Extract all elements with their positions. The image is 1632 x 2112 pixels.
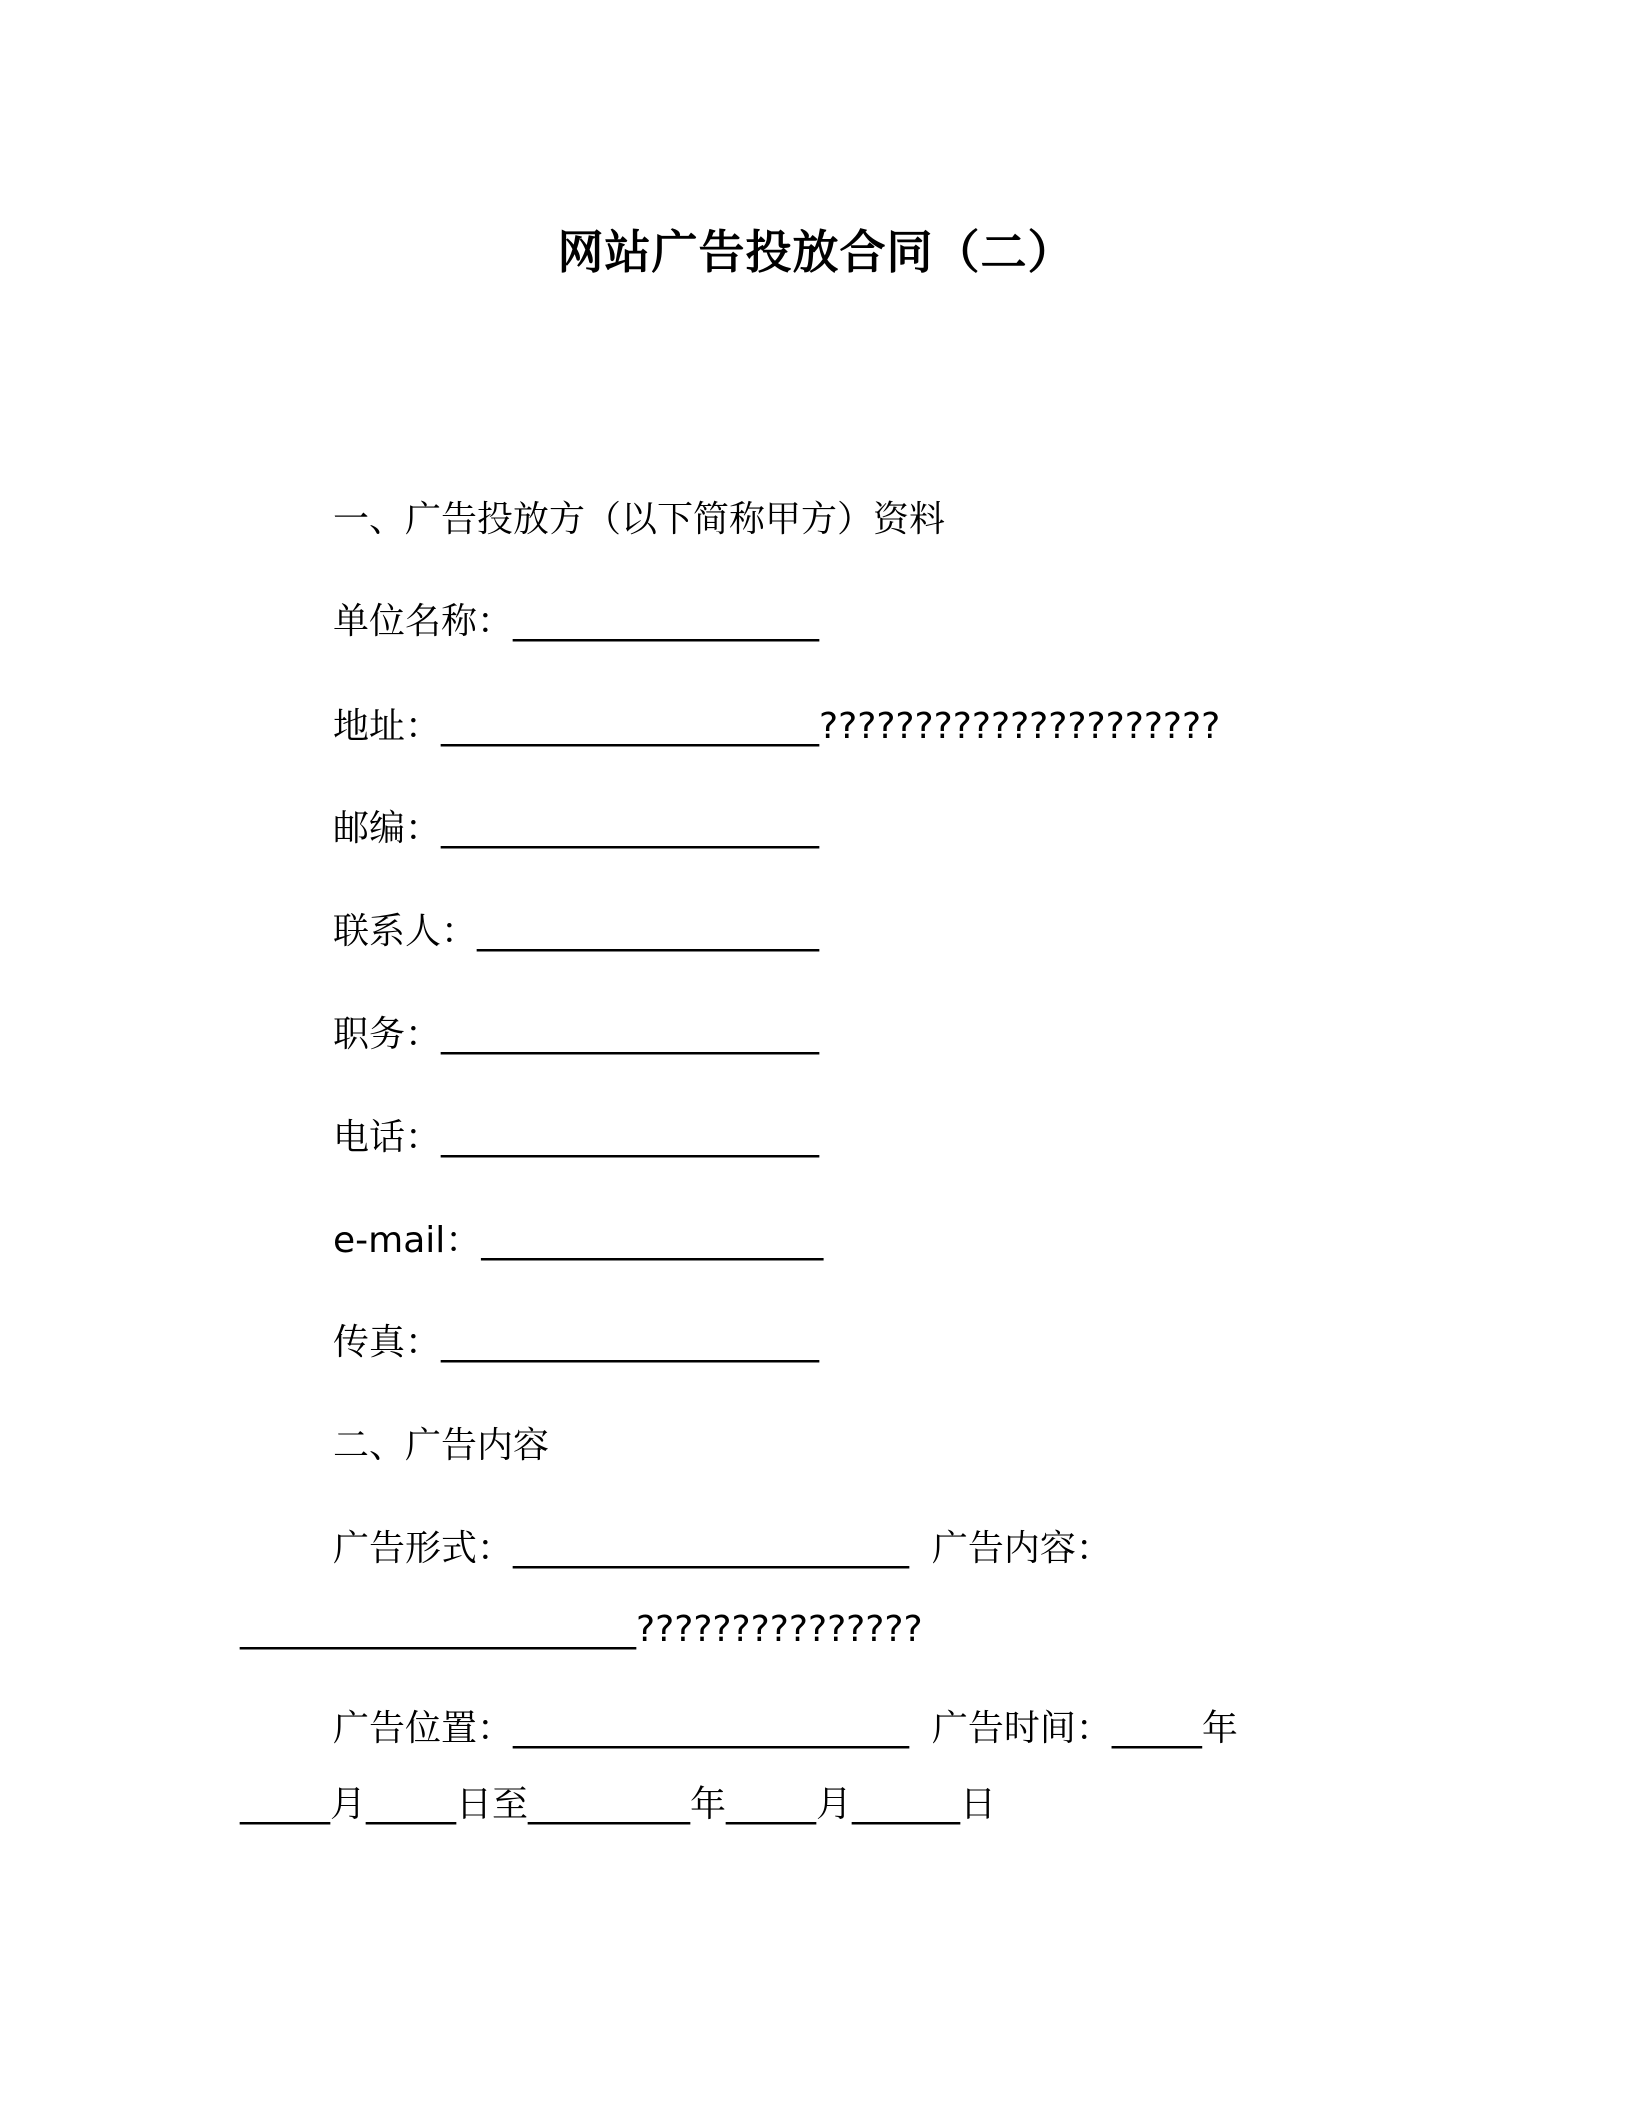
field-ad-content-continued: ______________________??????????????? (240, 1609, 923, 1650)
field-contact: 联系人：___________________ (333, 911, 820, 952)
field-ad-position: 广告位置：______________________ 广告时间：_____年 (333, 1708, 1238, 1749)
field-postcode: 邮编：_____________________ (333, 808, 820, 849)
field-fax: 传真：_____________________ (333, 1322, 820, 1363)
field-ad-time-continued: _____月_____日至_________年_____月______日 (240, 1784, 996, 1825)
section-heading-ad-content: 二、广告内容 (333, 1425, 550, 1466)
field-ad-form: 广告形式：______________________ 广告内容： (333, 1528, 1112, 1569)
field-position: 职务：_____________________ (333, 1014, 820, 1055)
field-unit-name: 单位名称：_________________ (333, 601, 820, 642)
field-phone: 电话：_____________________ (333, 1117, 820, 1158)
field-address: 地址：_____________________????????????????????? (333, 706, 1221, 747)
document-title: 网站广告投放合同（二） (557, 225, 1075, 279)
field-email: e-mail：___________________ (333, 1220, 824, 1261)
section-heading-party-a: 一、广告投放方（以下简称甲方）资料 (333, 499, 946, 540)
